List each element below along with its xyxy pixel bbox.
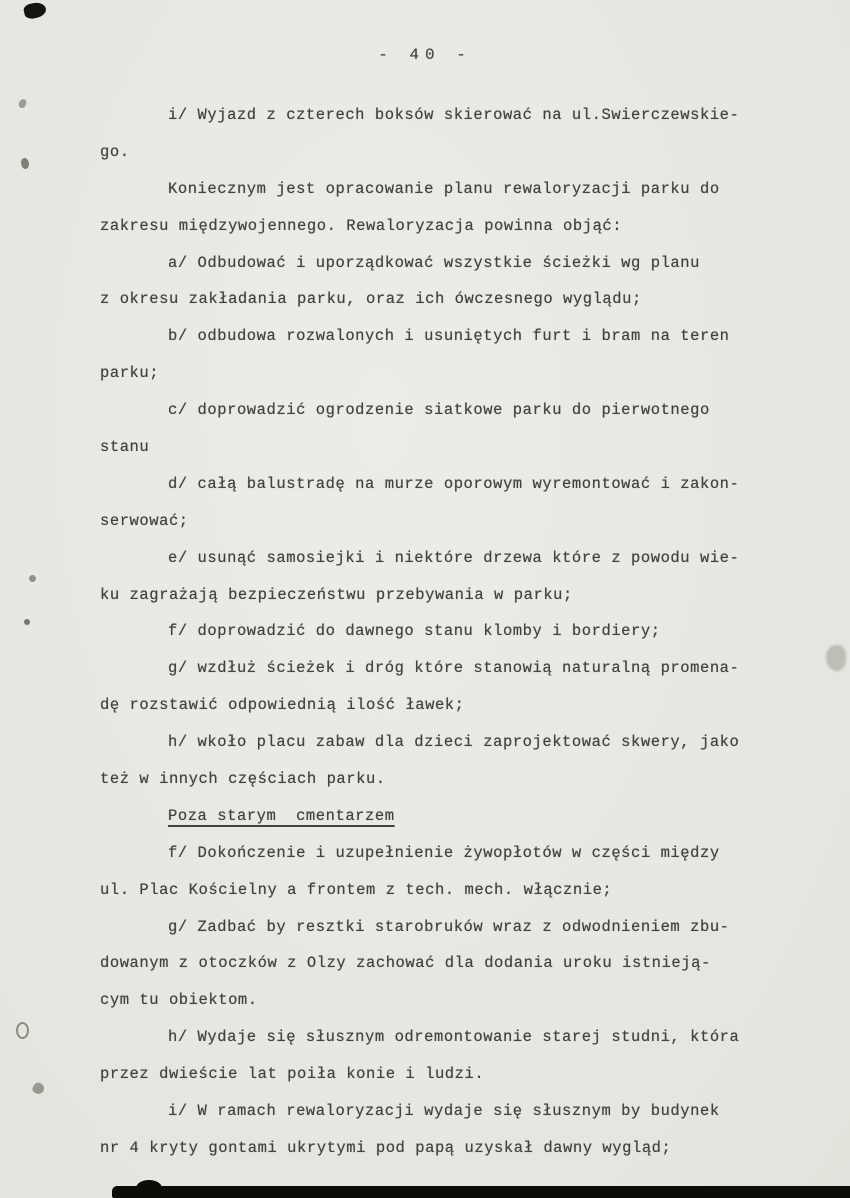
text-line: parku; — [100, 364, 160, 383]
scan-speck — [31, 1081, 46, 1096]
text-line: dę rozstawić odpowiednią ilość ławek; — [100, 696, 465, 715]
scan-speck — [24, 619, 30, 625]
text-line: serwować; — [100, 511, 189, 530]
document-body — [100, 100, 790, 1170]
text-line: go. — [100, 142, 130, 161]
page-number: - 40 - — [378, 46, 472, 64]
text-line: g/ wzdłuż ścieżek i dróg które stanowią naturalną promena- — [168, 659, 740, 678]
text-line: cym tu obiektom. — [100, 991, 258, 1010]
text-line: a/ Odbudować i uporządkować wszystkie ścieżki wg planu — [168, 253, 700, 272]
text-line: przez dwieście lat poiła konie i ludzi. — [100, 1065, 485, 1084]
scan-bar-nub — [136, 1180, 162, 1196]
text-line: f/ doprowadzić do dawnego stanu klomby i bordiery; — [168, 622, 661, 641]
text-line: c/ doprowadzić ogrodzenie siatkowe parku do pierwotnego — [168, 401, 710, 420]
text-line: h/ wkoło placu zabaw dla dzieci zaprojektować skwery, jako — [168, 733, 740, 752]
scan-blob — [23, 1, 48, 20]
scan-bar — [112, 1186, 850, 1198]
text-line: Poza starym cmentarzem — [168, 806, 395, 825]
text-line: Koniecznym jest opracowanie planu rewaloryzacji parku do — [168, 179, 720, 198]
text-line: g/ Zadbać by resztki starobruków wraz z odwodnieniem zbu- — [168, 917, 730, 936]
text-line: z okresu zakładania parku, oraz ich ówczesnego wyglądu; — [100, 290, 642, 309]
scan-speck — [18, 98, 28, 109]
scan-speck — [20, 157, 29, 169]
scan-smudge — [826, 645, 846, 671]
text-line: i/ W ramach rewaloryzacji wydaje się słusznym by budynek — [168, 1102, 720, 1121]
text-line: dowanym z otoczków z Olzy zachować dla dodania uroku istnieją- — [100, 954, 711, 973]
text-line: stanu — [100, 438, 150, 457]
text-line: ku zagrażają bezpieczeństwu przebywania w parku; — [100, 585, 573, 604]
text-line: d/ całą balustradę na murze oporowym wyremontować i zakon- — [168, 474, 740, 493]
text-line: b/ odbudowa rozwalonych i usuniętych furt i bram na teren — [168, 327, 730, 346]
text-line: też w innych częściach parku. — [100, 770, 386, 789]
scan-speck — [16, 1022, 29, 1039]
text-line: nr 4 kryty gontami ukrytymi pod papą uzyskał dawny wygląd; — [100, 1138, 672, 1157]
text-line: h/ Wydaje się słusznym odremontowanie starej studni, która — [168, 1028, 740, 1047]
text-line: e/ usunąć samosiejki i niektóre drzewa które z powodu wie- — [168, 548, 740, 567]
text-line: zakresu międzywojennego. Rewaloryzacja powinna objąć: — [100, 216, 623, 235]
text-line: f/ Dokończenie i uzupełnienie żywopłotów w części między — [168, 843, 720, 862]
text-line: i/ Wyjazd z czterech boksów skierować na ul.Swierczewskie- — [168, 106, 740, 124]
scan-speck — [29, 575, 36, 582]
text-line: ul. Plac Kościelny a frontem z tech. mech. włącznie; — [100, 880, 613, 899]
